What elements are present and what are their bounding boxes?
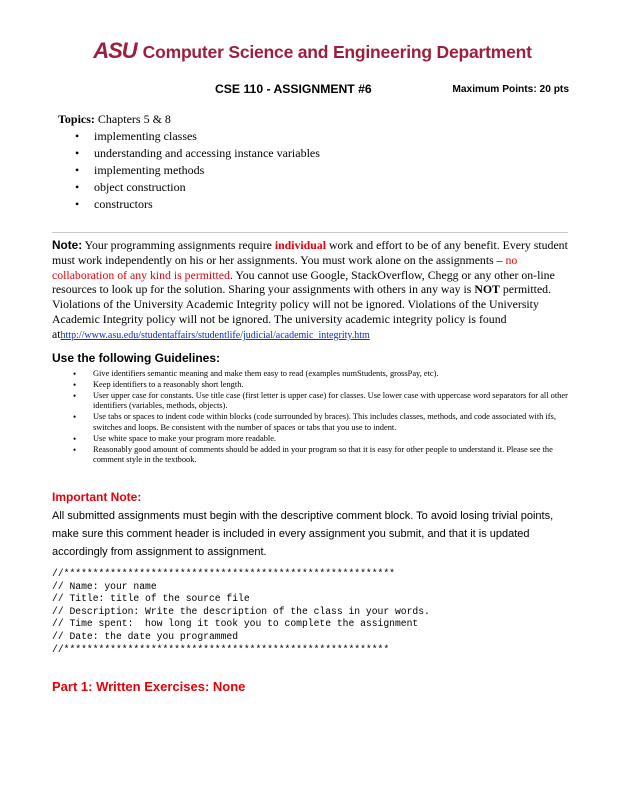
list-item: • implementing classes <box>94 128 320 145</box>
topics-list <box>58 128 320 213</box>
topics-heading <box>58 111 320 128</box>
list-item: • understanding and accessing instance variables <box>94 145 320 162</box>
note-individual: individual <box>274 238 326 252</box>
code-line: //******************************************************** <box>52 643 390 655</box>
department-name: Computer Science and Engineering Department <box>142 42 532 62</box>
asu-logo: ASU <box>93 38 137 63</box>
code-line: // Date: the date you programmed <box>52 630 239 642</box>
important-note-heading: Important Note: <box>52 490 142 504</box>
topics-section <box>58 111 320 213</box>
code-line: // Title: title of the source file <box>52 593 250 605</box>
note-label: Note: <box>52 238 83 252</box>
list-item: • Give identifiers semantic meaning and make them easy to read (examples numStudents, grossPay, etc). <box>93 369 572 380</box>
topics-chapters: Chapters 5 & 8 <box>97 112 171 126</box>
note-text-3: . You cannot use Google, StackOverflow, Chegg or any other on-line resources to look up for the solution. Sharing your assignments with others in any way is <box>52 267 555 297</box>
list-item: • Keep identifiers to a reasonably short length. <box>93 380 572 391</box>
code-line: // Description: Write the description of the class in your words. <box>52 605 430 617</box>
guidelines-list <box>52 369 572 466</box>
comment-header-code <box>52 568 430 656</box>
integrity-note <box>52 238 572 344</box>
important-note-text: All submitted assignments must begin with the descriptive comment block. To avoid losing trivial points, make sure this comment header is included in every assignment you submit, and that it is updated accordingly from assignment to assignment. <box>52 510 554 558</box>
note-text-2: work and effort to be of any benefit. Every student must work independently on his or her assignments. You must work alone on the assignments – <box>52 238 568 267</box>
list-item: • User upper case for constants. Use title case (first letter is upper case) for classes. Use lower case with uppercase word separators for all other identifiers (variables, methods, objects). <box>93 391 572 413</box>
department-header <box>0 38 625 64</box>
code-line: // Time spent: how long it took you to complete the assignment <box>52 618 419 630</box>
list-item: • Use tabs or spaces to indent code within blocks (code surrounded by braces). This includes classes, methods, and code associated with ifs, switches and loops. Be consistent with the number of spaces or tabs that you use to indent. <box>93 412 572 434</box>
note-not: NOT <box>474 282 500 297</box>
max-points: Maximum Points: 20 pts <box>452 84 569 95</box>
topics-label: Topics: <box>58 112 95 126</box>
list-item: • Use white space to make your program more readable. <box>93 434 572 445</box>
part1-heading: Part 1: Written Exercises: None <box>52 679 246 694</box>
list-item: • Reasonably good amount of comments should be added in your program so that it is easy for other people to understand it. Please see the comment style in the textbook. <box>93 445 572 467</box>
divider <box>52 232 568 233</box>
list-item: • implementing methods <box>94 162 320 179</box>
list-item: • object construction <box>94 179 320 196</box>
note-text-1: Your programming assignments require <box>84 238 272 252</box>
note-text-4: permitted. Violations of the University Academic Integrity policy will not be ignored. Violations of the University Academic Integrity policy will not be ignored. The university academic integrity policy is found at <box>52 282 552 341</box>
note-no-collab: no collaboration of any kind is permitted <box>52 252 518 282</box>
guidelines-heading: Use the following Guidelines: <box>52 351 221 365</box>
code-line: //********************************************************* <box>52 568 395 579</box>
guidelines-section <box>52 369 572 466</box>
list-item: • constructors <box>94 196 320 213</box>
assignment-title: CSE 110 - ASSIGNMENT #6 <box>215 82 372 96</box>
integrity-policy-link[interactable]: http://www.asu.edu/studentaffairs/studentlife/judicial/academic_integrity.htm <box>60 329 370 341</box>
code-line: // Name: your name <box>52 580 157 592</box>
